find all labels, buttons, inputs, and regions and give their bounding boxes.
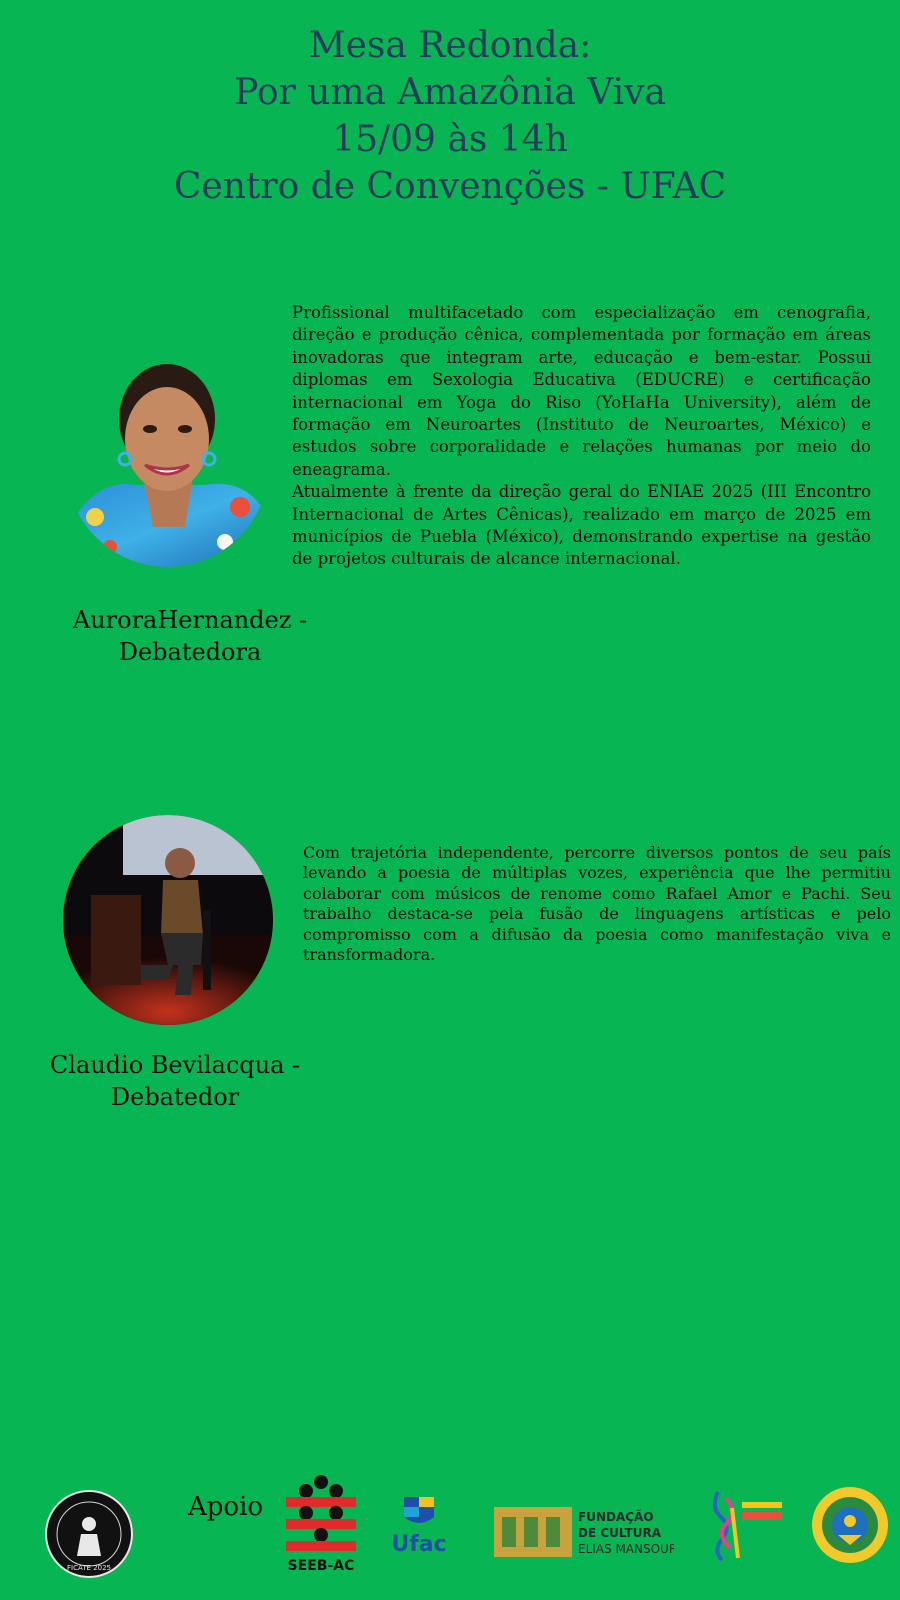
ficate-seal-logo (45, 1490, 133, 1578)
svg-text:SEEB-AC: SEEB-AC (287, 1558, 355, 1574)
event-header (0, 22, 900, 210)
apoio-label: Apoio (188, 1492, 264, 1522)
speaker2-name (20, 1049, 330, 1113)
speaker2-photo (63, 815, 273, 1025)
event-datetime: 15/09 às 14h (332, 119, 568, 160)
svg-text:FICATE 2025: FICATE 2025 (67, 1564, 111, 1572)
seeb-ac-logo (284, 1475, 358, 1575)
svg-text:DE CULTURA: DE CULTURA (578, 1526, 662, 1540)
speaker1-name-line-1: AuroraHernandez - (72, 606, 308, 634)
svg-text:ELIAS MANSOUR: ELIAS MANSOUR (578, 1542, 674, 1556)
speaker2-bio (303, 843, 891, 965)
ufac-logo (388, 1495, 450, 1555)
title-line-2: Por uma Amazônia Viva (234, 72, 666, 113)
fundacao-cultura-logo (494, 1505, 674, 1561)
speaker1-bio-paragraph-1: Profissional multifacetado com especialização em cenografia, direção e produção cênica, complementada por formação em áreas inovadoras que integram arte, educação e bem-estar. Possui diplomas em Sexologia Educativa (EDUCRE) e certificação internacional em Yoga do Riso (YoHaHa University), além de formação em Neuroartes (Instituto de Neuroartes, México) e estudos sobre corporalidade e relações humanas por meio do eneagrama. (292, 303, 871, 479)
title-line-1: Mesa Redonda: (308, 25, 592, 66)
speaker2-name-line-1: Claudio Bevilacqua - (49, 1051, 301, 1079)
speaker2-bio-paragraph-1: Com trajetória independente, percorre diversos pontos de seu país levando a poesia de múltiplas vozes, experiência que lhe permitiu colaborar com músicos de renome como Rafael Amor e Pachi. Seu trabalho destaca-se pela fusão de linguagens artísticas e pelo compromisso com a difusão da poesia como manifestação viva e transformadora. (303, 843, 891, 965)
speaker1-name (40, 604, 340, 668)
dance-company-logo (708, 1488, 786, 1562)
sponsor-logos (0, 1470, 900, 1580)
svg-text:FUNDAÇÃO: FUNDAÇÃO (578, 1510, 654, 1524)
speaker1-role: Debatedora (118, 638, 262, 666)
speaker2-role: Debatedor (110, 1083, 240, 1111)
event-venue: Centro de Convenções - UFAC (173, 166, 727, 207)
state-coat-of-arms-logo (810, 1485, 890, 1565)
speaker1-photo (65, 357, 270, 567)
svg-text:Ufac: Ufac (391, 1532, 447, 1555)
speaker1-bio-paragraph-2: Atualmente à frente da direção geral do ENIAE 2025 (III Encontro Internacional de Artes Cênicas), realizado em março de 2025 em municípios de Puebla (México), demonstrando expertise na gestão de projetos culturais de alcance internacional. (292, 482, 871, 569)
speaker1-bio (292, 302, 871, 571)
